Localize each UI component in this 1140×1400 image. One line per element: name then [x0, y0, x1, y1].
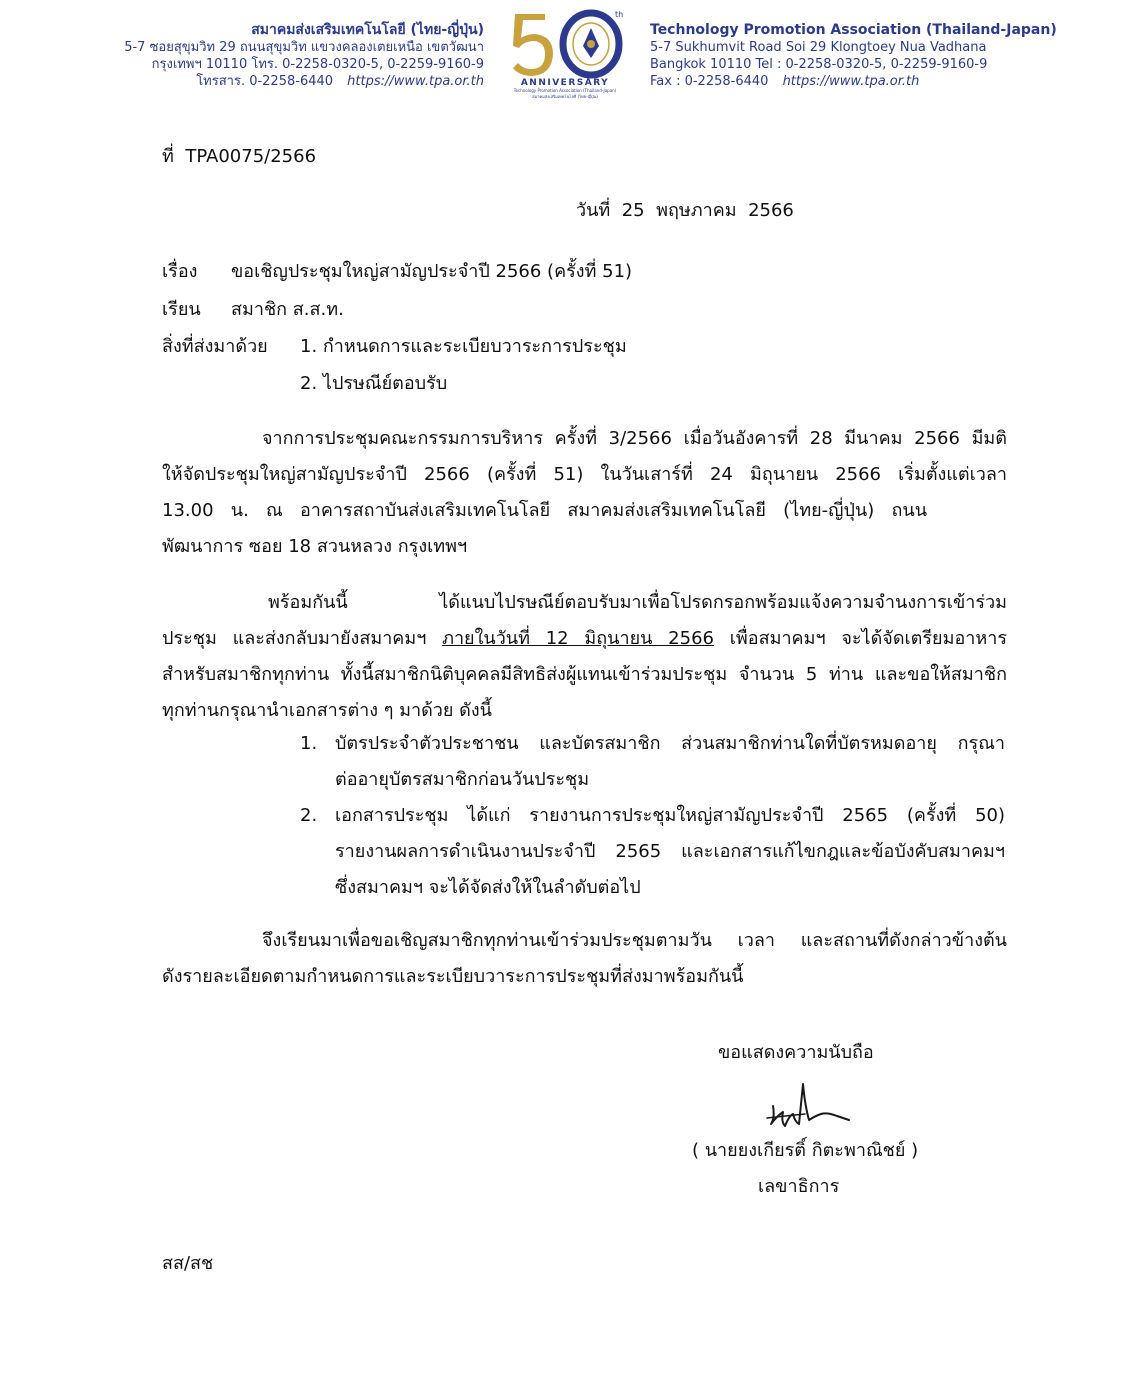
fax-thai: โทรสาร. 0-2258-6440: [196, 74, 334, 89]
fax-url-english: [650, 73, 1057, 90]
address-thai-line1: 5-7 ซอยสุขุมวิท 29 ถนนสุขุมวิท แขวงคลองเตยเหนือ เขตวัฒนา: [124, 40, 484, 55]
reference-label: ที่: [162, 146, 174, 167]
item-line: บัตรประจำตัวประชาชน และบัตรสมาชิก ส่วนสมาชิกท่านใดที่บัตรหมดอายุ กรุณา: [335, 733, 1005, 754]
paragraph-line: พัฒนาการ ซอย 18 สวนหลวง กรุงเทพฯ: [162, 536, 468, 557]
website-url-thai[interactable]: https://www.tpa.or.th: [347, 74, 484, 89]
handwritten-signature: [765, 1076, 860, 1132]
paragraph-line: ทุกท่านกรุณานำเอกสารต่าง ๆ มาด้วย ดังนี้: [162, 700, 492, 721]
fax-english: Fax : 0-2258-6440: [650, 74, 769, 89]
org-name-english: Technology Promotion Association (Thailand-Japan): [650, 22, 1057, 38]
logo-caption-en: Technology Promotion Association (Thailand-Japan): [513, 88, 617, 93]
paragraph-line: ดังรายละเอียดตามกำหนดการและระเบียบวาระการประชุมที่ส่งมาพร้อมกันนี้: [162, 966, 744, 987]
department-code: สส/สช: [162, 1253, 214, 1274]
paragraph-line: ให้จัดประชุมใหญ่สามัญประจำปี 2566 (ครั้งที่ 51) ในวันเสาร์ที่ 24 มิถุนายน 2566 เริ่มตั้งแต่เวลา: [162, 464, 1007, 485]
website-url-english[interactable]: https://www.tpa.or.th: [782, 74, 920, 89]
date-label: วันที่: [576, 200, 611, 221]
paragraph-line-deadline: [162, 621, 1007, 657]
paragraph-line: พร้อมกันนี้ ได้แนบไปรษณีย์ตอบรับมาเพื่อโปรดกรอกพร้อมแจ้งความจำนงการเข้าร่วม: [268, 592, 1007, 613]
signer-title: เลขาธิการ: [758, 1176, 840, 1197]
recipient-label: เรียน: [162, 299, 201, 320]
subject-label: เรื่อง: [162, 261, 198, 282]
address-thai-line2: กรุงเทพฯ 10110 โทร. 0-2258-0320-5, 0-2259-9160-9: [151, 57, 484, 72]
enclosure-item: 2. ไปรษณีย์ตอบรับ: [300, 373, 448, 394]
deadline-suffix: เพื่อสมาคมฯ จะได้จัดเตรียมอาหาร: [729, 628, 1007, 649]
paragraph-invitation-closing: [162, 923, 1007, 995]
address-english-line2: Bangkok 10110 Tel : 0-2258-0320-5, 0-2259-9160-9: [650, 57, 988, 72]
reference-line: [162, 139, 316, 175]
enclosures-label: สิ่งที่ส่งมาด้วย: [162, 336, 268, 357]
logo-five-shape: [513, 14, 553, 76]
deadline-prefix: ประชุม และส่งกลับมายังสมาคมฯ: [162, 628, 443, 649]
logo-superscript: th: [615, 10, 624, 19]
recipient-text: สมาชิก ส.ส.ท.: [231, 299, 344, 320]
enclosure-item: 1. กำหนดการและระเบียบวาระการประชุม: [300, 336, 627, 357]
address-english-line1: 5-7 Sukhumvit Road Soi 29 Klongtoey Nua Vadhana: [650, 40, 987, 55]
logo-emblem-dot: [587, 40, 595, 48]
signer-name: ( นายยงเกียรติ์ กิตะพาณิชย์ ): [692, 1140, 919, 1161]
paragraph-meeting-resolution: [162, 421, 1007, 565]
anniversary-logo: [505, 8, 625, 100]
item-documents-meeting: [335, 798, 1005, 906]
item-line: ต่ออายุบัตรสมาชิกก่อนวันประชุม: [335, 769, 590, 790]
org-name-thai: สมาคมส่งเสริมเทคโนโลยี (ไทย-ญี่ปุ่น): [251, 22, 484, 38]
item-line: ซึ่งสมาคมฯ จะได้จัดส่งให้ในลำดับต่อไป: [335, 877, 641, 898]
paragraph-line: จึงเรียนมาเพื่อขอเชิญสมาชิกทุกท่านเข้าร่วมประชุมตามวัน เวลา และสถานที่ดังกล่าวข้างต้น: [262, 930, 1007, 951]
date-line: [576, 193, 794, 229]
letterhead-thai: [124, 22, 484, 90]
deadline-date: ภายในวันที่ 12 มิถุนายน 2566: [442, 628, 714, 649]
paragraph-line: สำหรับสมาชิกทุกท่าน ทั้งนี้สมาชิกนิติบุคคลมีสิทธิส่งผู้แทนเข้าร่วมประชุม จำนวน 5 ท่าน และขอให้สมาชิก: [162, 664, 1007, 685]
item-number: 2.: [300, 805, 318, 826]
item-documents-id-card: [335, 726, 1005, 798]
paragraph-reply-form: [162, 585, 1007, 729]
letterhead-english: [650, 22, 1057, 90]
paragraph-line: 13.00 น. ณ อาคารสถาบันส่งเสริมเทคโนโลยี สมาคมส่งเสริมเทคโนโลยี (ไทย-ญี่ปุ่น) ถนน: [162, 500, 927, 521]
logo-caption-th: สมาคมส่งเสริมเทคโนโลยี (ไทย-ญี่ปุ่น): [532, 94, 598, 99]
reference-number: TPA0075/2566: [185, 146, 317, 167]
item-number: 1.: [300, 733, 318, 754]
closing-salutation: ขอแสดงความนับถือ: [718, 1042, 874, 1063]
date-day: 25: [621, 200, 645, 221]
fax-url-thai: [124, 73, 484, 90]
subject-text: ขอเชิญประชุมใหญ่สามัญประจำปี 2566 (ครั้งที่ 51): [231, 261, 633, 282]
date-month: พฤษภาคม: [656, 200, 737, 221]
date-year: 2566: [748, 200, 794, 221]
item-line: รายงานผลการดำเนินงานประจำปี 2565 และเอกสารแก้ไขกฎและข้อบังคับสมาคมฯ: [335, 841, 1005, 862]
paragraph-line: จากการประชุมคณะกรรมการบริหาร ครั้งที่ 3/2566 เมื่อวันอังคารที่ 28 มีนาคม 2566 มีมติ: [262, 428, 1007, 449]
logo-anniversary-word: ANNIVERSARY: [520, 78, 610, 88]
item-line: เอกสารประชุม ได้แก่ รายงานการประชุมใหญ่สามัญประจำปี 2565 (ครั้งที่ 50): [335, 805, 1005, 826]
